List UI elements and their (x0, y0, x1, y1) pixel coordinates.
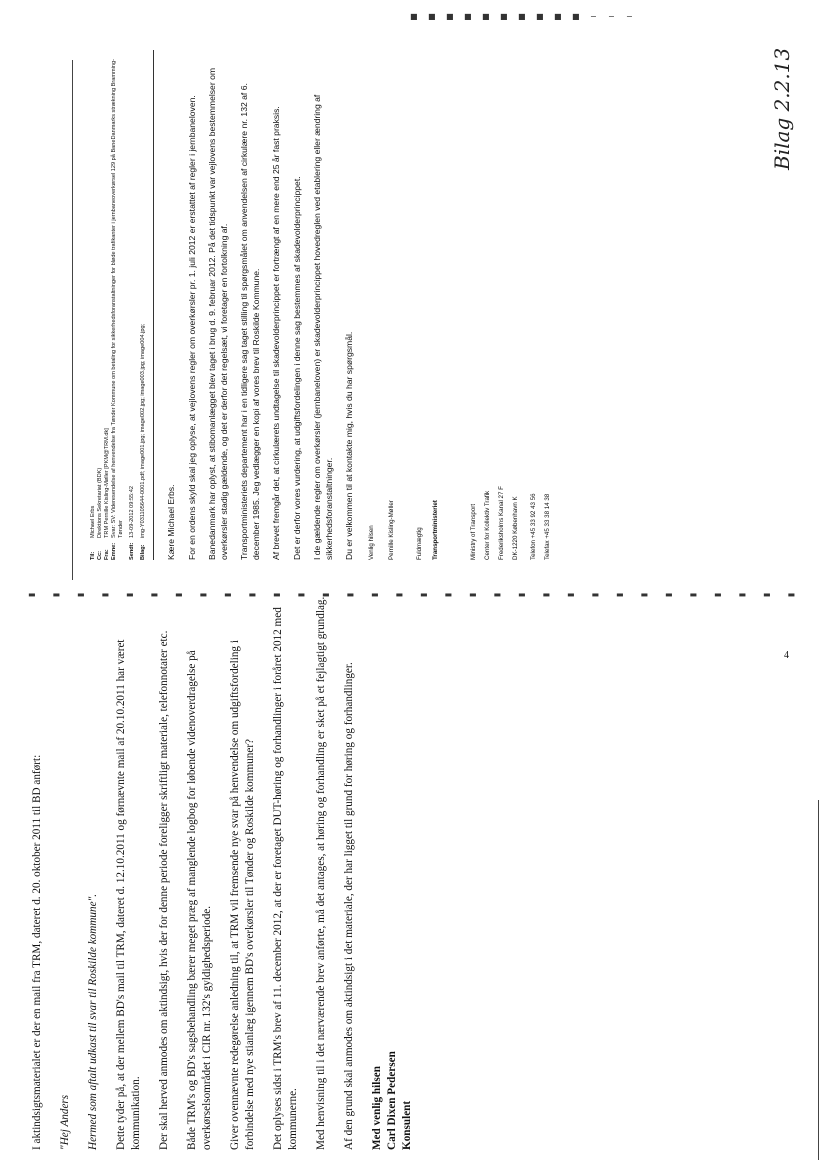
email-header-cc (97, 50, 104, 560)
email-closing: Venlig hilsen (367, 525, 375, 560)
binder-mark: ■ (464, 12, 472, 21)
email-paragraph: Af brevet fremgår det, at cirkulærets undtagelse til skadevolderprincippet er fortrængt af en mere end 25 år fast praksis. (271, 106, 281, 560)
email-header-sent (129, 50, 136, 560)
header-value: Svar: SV: Videresendelse af henvendelse fra Tønder Kommune om betaling for sikkerhedsforanstaltninger for bløde trafikanter i jernbaneoverkørsel 129 på BaneDanmarks strækning Bramming-Tønder (111, 58, 124, 538)
binder-mark: ▬ (248, 590, 257, 599)
binder-mark: ▬ (297, 590, 306, 599)
margin-line (818, 800, 819, 1160)
binder-mark: ■ (554, 12, 562, 21)
email-paragraph: I de gældende regler om overkørsler (jernbaneloven) er skadevolderprincippet hovedreglen ved etablering eller ændring af sikkerhedsforanstaltninger. (312, 94, 334, 560)
contact-line: Center for Kollektiv Trafik (483, 490, 491, 560)
email-header-from (104, 50, 111, 560)
binder-mark: ▬ (371, 590, 379, 599)
email-header-to (90, 50, 97, 560)
binder-mark: ▬ (420, 590, 428, 599)
email-salutation: Kære Michael Erbs. (166, 484, 176, 560)
binder-mark: ▬ (322, 590, 330, 599)
letter-quote-line: Hermed som aftalt udkast til svar til Roskilde kommune". (87, 893, 99, 1150)
header-label: Fra: (104, 549, 110, 560)
letter-sender-name: Carl Dixen Pedersen (386, 1051, 398, 1150)
email-paragraph: For en ordens skyld skal jeg oplyse, at vejlovens regler om overkørsler pr. 1. juli 2012 er erstattet af regler i jernbaneloven. (186, 95, 197, 560)
binder-mark: − (590, 12, 597, 21)
binder-mark: ▬ (689, 590, 698, 599)
email-paragraph: Banedanmark har oplyst, at stibomanlægget blev taget i brug d. 9. februar 2012. På det tidspunkt var vejlovens bestemmelser om overkørsler stadig gældende, og det er derfor det regelsæt, vi foretager en fortolkning af. (207, 67, 229, 560)
email-paragraph: Du er velkommen til at kontakte mig, hvis du har spørgsmål. (344, 331, 354, 560)
header-label: Bilag: (140, 544, 146, 560)
letter-paragraph: Det oplyses sidst i TRM's brev af 11. december 2012, at der er foretaget DUT-høring og forhandlinger i foråret 2012 med kommunerne. (272, 607, 299, 1150)
contact-line: Ministry of Transport (469, 503, 477, 560)
contact-line: DK-1220 København K (511, 496, 519, 560)
binder-mark: ▬ (52, 590, 61, 599)
handwritten-annotation: Bilag 2.2.13 (770, 47, 794, 170)
binder-mark: ■ (482, 12, 490, 21)
header-value: Direktions Sekretariat (BDK) (97, 467, 103, 538)
contact-fax: Telefax +45 33 38 14 38 (543, 493, 551, 560)
email-divider (153, 50, 154, 560)
email-signature (365, 50, 555, 560)
binder-mark: ▬ (616, 590, 624, 599)
letter-paragraph: Både TRM's og BD's sagsbehandling bærer meget præg af manglende logbog for løbende videnoverdragelse på overkørselsområdet i CIR nr. 132's gyldighedsperiode. (186, 650, 213, 1150)
binder-mark: ▬ (763, 590, 771, 599)
binder-mark: ▬ (665, 590, 673, 599)
header-value: 13-09-2012 09:55:42 (129, 486, 135, 538)
letter-paragraph: Giver ovennævnte redegørelse anledning til, at TRM vil fremsende nye svar på henvendelse om udgiftsfordeling i forbindelse med nye stianlæg igennem BD's overkørsler til Tønder og Roskilde kommuner? (229, 640, 256, 1150)
letter-paragraph: Der skal herved anmodes om aktindsigt, hvis der for denne periode foreligger skriftligt materiale, telefonnotater etc. (158, 630, 170, 1150)
letter-paragraph: Med henvisning til i det nærværende brev anførte, må det antages, at høring og forhandling er sket på et fejlagtigt grundlag. (315, 596, 327, 1150)
binder-mark: ▬ (28, 590, 36, 599)
binder-mark: ▬ (395, 590, 404, 599)
email-header-attachments (140, 50, 147, 560)
email-paragraph: Det er derfor vores vurdering, at udgiftsfordelingen i denne sag bestemmes af skadevolderprincippet. (291, 176, 302, 560)
header-label: Emne: (111, 542, 117, 560)
email-sender-role: Fuldmægtig (415, 527, 423, 560)
binder-mark: − (608, 12, 615, 21)
binder-mark: ▬ (567, 590, 575, 599)
binder-mark: ▬ (787, 590, 796, 599)
header-label: Til: (90, 551, 96, 560)
binder-mark: ■ (446, 12, 454, 21)
email-sender-name: Pernille Kisling-Møller (387, 500, 395, 560)
header-value: Michael Erbs (90, 505, 96, 538)
binder-mark: ■ (500, 12, 508, 21)
binder-mark: ▬ (150, 590, 159, 599)
binder-mark: ▬ (714, 590, 722, 599)
header-value: img-Y031105644-0001.pdf; image001.jpg; image002.jpg; image003.jpg; image004.jpg; (140, 323, 146, 538)
contact-line: Frederiksholms Kanal 27 F (497, 486, 505, 560)
binder-mark: ▬ (101, 590, 110, 599)
binder-mark: ▬ (273, 590, 281, 599)
binder-mark: ▬ (518, 590, 526, 599)
letter-signature (370, 590, 415, 1150)
letter-paragraph: I aktindsigtsmaterialet er der en mail fra TRM, dateret d. 20. oktober 2011 til BD anført: (31, 754, 43, 1150)
contact-phone: Telefon +45 33 92 43 56 (529, 493, 537, 560)
email-header-subject (111, 50, 125, 560)
email-headers (90, 50, 147, 560)
email-frame-line (72, 60, 73, 580)
binder-mark: ▬ (175, 590, 183, 599)
letter-quote-greeting: "Hej Anders (59, 1094, 71, 1150)
header-value: TRM Pernille Kisling-Møller [PKM@TRM.dk] (104, 428, 110, 538)
binder-mark: ▬ (444, 590, 453, 599)
letter-body (30, 590, 357, 1150)
letter-paragraph: Dette tyder på, at der mellem BD's mail til TRM, dateret d. 12.10.2011 og førnævnte mail af 20.10.2011 har været kommunikation. (115, 639, 142, 1150)
letter-page (30, 590, 570, 1150)
binder-mark: ▬ (77, 590, 85, 599)
binder-mark: − (626, 12, 633, 21)
binder-mark: ▬ (199, 590, 208, 599)
email-printout (90, 50, 790, 560)
binder-mark: ▬ (493, 590, 502, 599)
binder-mark: ▬ (542, 590, 551, 599)
email-organization: Transportministeriet (431, 500, 439, 560)
binder-mark: ▬ (738, 590, 747, 599)
email-paragraph: Transportministeriets departement har i en tidligere sag taget stilling til spørgsmålet om anvendelsen af cirkulære nr. 132 af 6. december 1985. Jeg vedlægger en kopi af vores brev til Roskilde Kommune. (239, 83, 261, 560)
letter-closing: Med venlig hilsen (371, 1066, 383, 1150)
binder-mark: ■ (572, 12, 580, 21)
letter-sender-title: Konsulent (401, 1100, 413, 1150)
binder-mark: ■ (410, 12, 418, 21)
page-number: 4 (784, 650, 789, 661)
binder-mark: ■ (428, 12, 436, 21)
binder-mark: ▬ (640, 590, 649, 599)
binder-mark: ▬ (346, 590, 355, 599)
binder-mark: ▬ (591, 590, 600, 599)
binder-mark: ■ (518, 12, 526, 21)
binder-marks-top (410, 12, 640, 24)
binder-mark: ■ (536, 12, 544, 21)
binder-mark: ▬ (224, 590, 232, 599)
letter-paragraph: Af den grund skal anmodes om aktindsigt i det materiale, der har ligget til grund for høring og forhandlinger. (343, 662, 355, 1150)
binder-mark: ▬ (469, 590, 477, 599)
header-label: Sendt: (129, 542, 135, 560)
binder-mark: ▬ (126, 590, 134, 599)
header-label: Cc: (97, 550, 103, 560)
